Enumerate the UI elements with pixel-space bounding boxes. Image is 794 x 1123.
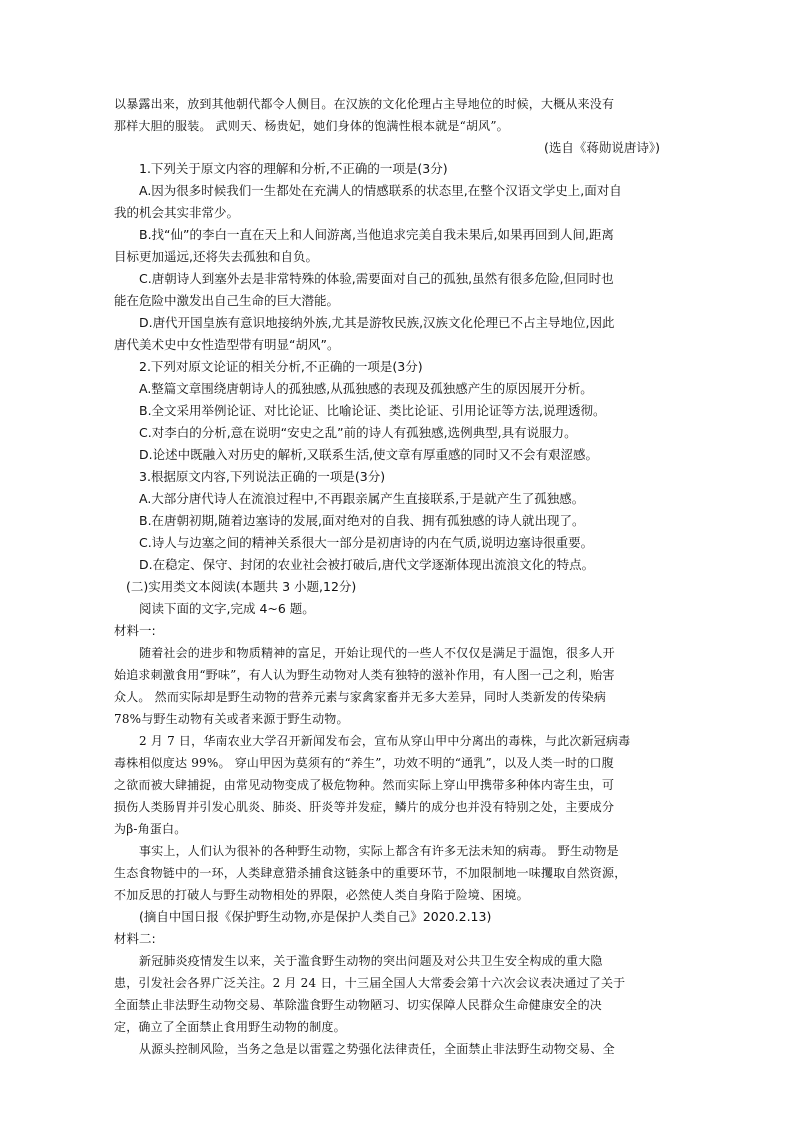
question-2-option-b: B.全文采用举例论证、对比论证、比喻论证、类比论证、引用论证等方法,说理透彻。 xyxy=(139,403,606,418)
material-1-source-text: (摘自中国日报《保护野生动物,亦是保护人类自己》2020.2.13) xyxy=(139,909,492,924)
material-2-line: 从源头控制风险，当务之急是以雷霆之势强化法律责任，全面禁止非法野生动物交易、全 xyxy=(139,1042,615,1056)
material-1-line: 之欲而被大肆捕捉，由常见动物变成了极危物种。然而实际上穿山甲携带多种体内寄生虫，可 xyxy=(114,778,615,792)
question-2-option-c: C.对李白的分析,意在说明“安史之乱”前的诗人有孤独感,选例典型,具有说服力。 xyxy=(139,425,577,440)
material-2-line: 新冠肺炎疫情发生以来，关于滥食野生动物的突出问题及对公共卫生安全构成的重大隐 xyxy=(139,954,603,968)
question-2-stem: 2.下列对原文论证的相关分析,不正确的一项是(3分) xyxy=(139,359,423,374)
material-1-line: 众人。 然而实际却是野生动物的营养元素与家禽家畜并无多大差异，同时人类新发的传染病 xyxy=(114,690,607,704)
question-3-stem: 3.根据原文内容,下列说法正确的一项是(3分) xyxy=(139,469,386,484)
question-1-option-a: A.因为很多时候我们一生都处在充满人的情感联系的状态里,在整个汉语文学史上,面对自 xyxy=(139,183,622,198)
passage-continuation xyxy=(114,93,682,137)
question-3-option-a: A.大部分唐代诗人在流浪过程中,不再跟亲属产生直接联系,于是就产生了孤独感。 xyxy=(139,491,585,506)
material-1-line: 为β-角蛋白。 xyxy=(114,822,187,836)
question-2-option-d: D.论述中既融入对历史的解析,又联系生活,使文章有厚重感的同时又不会有艰涩感。 xyxy=(139,447,599,462)
material-1-label: 材料一: xyxy=(114,623,156,638)
question-1-option-b: B.找“仙”的李白一直在天上和人间游离,当他追求完美自我未果后,如果再回到人间,距离 xyxy=(139,227,614,242)
question-1-option-c: C.唐朝诗人到塞外去是非常特殊的体验,需要面对自己的孤独,虽然有很多危险,但同时也 xyxy=(139,271,614,286)
material-2-line: 全面禁止非法野生动物交易、革除滥食野生动物陋习、切实保障人民群众生命健康安全的决 xyxy=(114,998,603,1012)
questions-block xyxy=(114,158,682,642)
section-2-instruction: 阅读下面的文字,完成 4~6 题。 xyxy=(139,601,315,616)
material-1-line: 随着社会的进步和物质精神的富足，开始让现代的一些人不仅仅是满足于温饱，很多人开 xyxy=(139,646,615,660)
material-2-body xyxy=(114,950,682,1060)
question-1-stem: 1.下列关于原文内容的理解和分析,不正确的一项是(3分) xyxy=(139,161,448,176)
material-2-line: 定，确立了全面禁止食用野生动物的制度。 xyxy=(114,1020,346,1034)
question-1-option-b-cont: 目标更加遥远,还将失去孤独和自负。 xyxy=(114,249,318,264)
material-1-line: 78%与野生动物有关或者来源于野生动物。 xyxy=(114,712,349,726)
question-3-option-d: D.在稳定、保守、封闭的农业社会被打破后,唐代文学逐渐体现出流浪文化的特点。 xyxy=(139,557,595,572)
material-1-line: 2 月 7 日，华南农业大学召开新闻发布会，宣布从穿山甲中分离出的毒株，与此次新冠病毒 xyxy=(139,734,631,748)
material-2-label: 材料二: xyxy=(114,931,156,946)
question-1-option-c-cont: 能在危险中激发出自己生命的巨大潜能。 xyxy=(114,293,340,308)
material-1-body xyxy=(114,642,682,906)
material-1-line: 始追求刺激食用“野味”，有人认为野生动物对人类有独特的滋补作用，有人图一己之利，贻害 xyxy=(114,668,615,682)
question-3-option-b: B.在唐朝初期,随着边塞诗的发展,面对绝对的自我、拥有孤独感的诗人就出现了。 xyxy=(139,513,585,528)
material-1-line: 不加反思的打破人与野生动物相处的界限，必然使人类自身陷于险境、困境。 xyxy=(114,888,529,902)
material-1-line: 生态食物链中的一环，人类肆意猎杀捕食这链条中的重要环节，不加限制地一味攫取自然资源， xyxy=(114,866,627,880)
passage-line: 那样大胆的服装。 武则天、杨贵妃，她们身体的饱满性根本就是“胡风”。 xyxy=(114,119,509,133)
section-2-heading: (二)实用类文本阅读(本题共 3 小题,12分) xyxy=(126,579,357,594)
material-1-line: 事实上，人们认为很补的各种野生动物，实际上都含有许多无法未知的病毒。 野生动物是 xyxy=(139,844,619,858)
passage-source-text: (选自《蒋勋说唐诗》) xyxy=(543,140,660,155)
question-1-option-d-cont: 唐代美术史中女性造型带有明显“胡风”。 xyxy=(114,337,340,352)
passage-line: 以暴露出来，放到其他朝代都令人侧目。在汉族的文化伦理占主导地位的时候，大概从来没有 xyxy=(114,97,615,111)
question-1-option-a-cont: 我的机会其实非常少。 xyxy=(114,205,240,220)
material-2-line: 患，引发社会各界广泛关注。2 月 24 日，十三届全国人大常委会第十六次会议表决通过了关于 xyxy=(114,976,626,990)
material-1-line: 损伤人类肠胃并引发心肌炎、肺炎、肝炎等并发症，鳞片的成分也并没有特别之处，主要成分 xyxy=(114,800,615,814)
question-3-option-c: C.诗人与边塞之间的精神关系很大一部分是初唐诗的内在气质,说明边塞诗很重要。 xyxy=(139,535,594,550)
question-2-option-a: A.整篇文章围绕唐朝诗人的孤独感,从孤独感的表现及孤独感产生的原因展开分析。 xyxy=(139,381,593,396)
passage-source xyxy=(114,137,682,159)
material-1-source xyxy=(114,906,682,950)
question-1-option-d: D.唐代开国皇族有意识地接纳外族,尤其是游牧民族,汉族文化伦理已不占主导地位,因此 xyxy=(139,315,615,330)
material-1-line: 毒株相似度达 99%。 穿山甲因为莫须有的“养生”，功效不明的“通乳”，以及人类一时的口腹 xyxy=(114,756,614,770)
